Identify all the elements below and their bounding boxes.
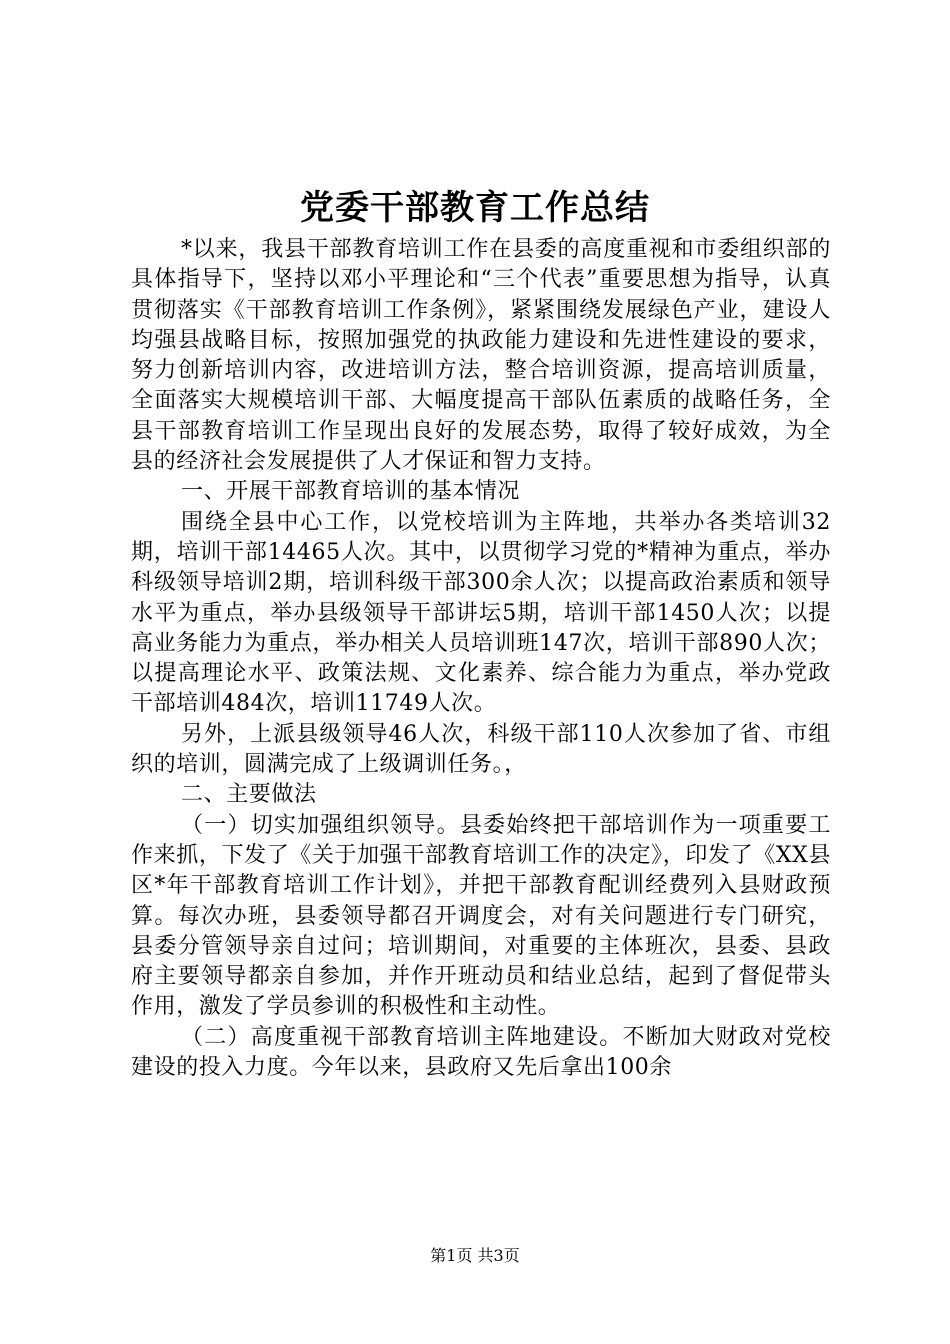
document-body: [131, 235, 831, 1083]
paragraph-basic-situation: 围绕全县中心工作，以党校培训为主阵地，共举办各类培训32期，培训干部14465人次。其中，以贯彻学习党的*精神为重点，举办科级领导培训2期，培训科级干部300余人次；以提高政治素质和领导水平为重点，举办县级领导干部讲坛5期，培训干部1450人次；以提高业务能力为重点，举办相关人员培训班147次，培训干部890人次；以提高理论水平、政策法规、文化素养、综合能力为重点，举办党政干部培训484次，培训11749人次。: [131, 509, 831, 717]
document-title: 党委干部教育工作总结: [300, 188, 650, 228]
section-heading-1: 一、开展干部教育培训的基本情况: [181, 479, 521, 505]
paragraph-additional: 另外，上派县级领导46人次，科级干部110人次参加了省、市组织的培训，圆满完成了上级调训任务。，: [131, 721, 831, 778]
paragraph-intro: *以来，我县干部教育培训工作在县委的高度重视和市委组织部的具体指导下，坚持以邓小平理论和“三个代表”重要思想为指导，认真贯彻落实《干部教育培训工作条例》，紧紧围绕发展绿色产业，建设人均强县战略目标，按照加强党的执政能力建设和先进性建设的要求，努力创新培训内容，改进培训方法，整合培训资源，提高培训质量，全面落实大规模培训干部、大幅度提高干部队伍素质的战略任务，全县干部教育培训工作呈现出良好的发展态势，取得了较好成效，为全县的经济社会发展提供了人才保证和智力支持。: [131, 237, 831, 475]
page-footer: 第1页 共3页: [430, 1246, 520, 1265]
paragraph-organization: （一）切实加强组织领导。县委始终把干部培训作为一项重要工作来抓，下发了《关于加强干部教育培训工作的决定》，印发了《XX县区*年干部教育培训工作计划》，并把干部教育配训经费列入县财政预算。每次办班，县委领导都召开调度会，对有关问题进行专门研究，县委分管领导亲自过问；培训期间，对重要的主体班次，县委、县政府主要领导都亲自参加，并作开班动员和结业总结，起到了督促带头作用，激发了学员参训的积极性和主动性。: [131, 812, 831, 1020]
section-heading-2: 二、主要做法: [181, 782, 317, 808]
paragraph-main-position: （二）高度重视干部教育培训主阵地建设。不断加大财政对党校建设的投入力度。今年以来，县政府又先后拿出100余: [131, 1024, 831, 1081]
